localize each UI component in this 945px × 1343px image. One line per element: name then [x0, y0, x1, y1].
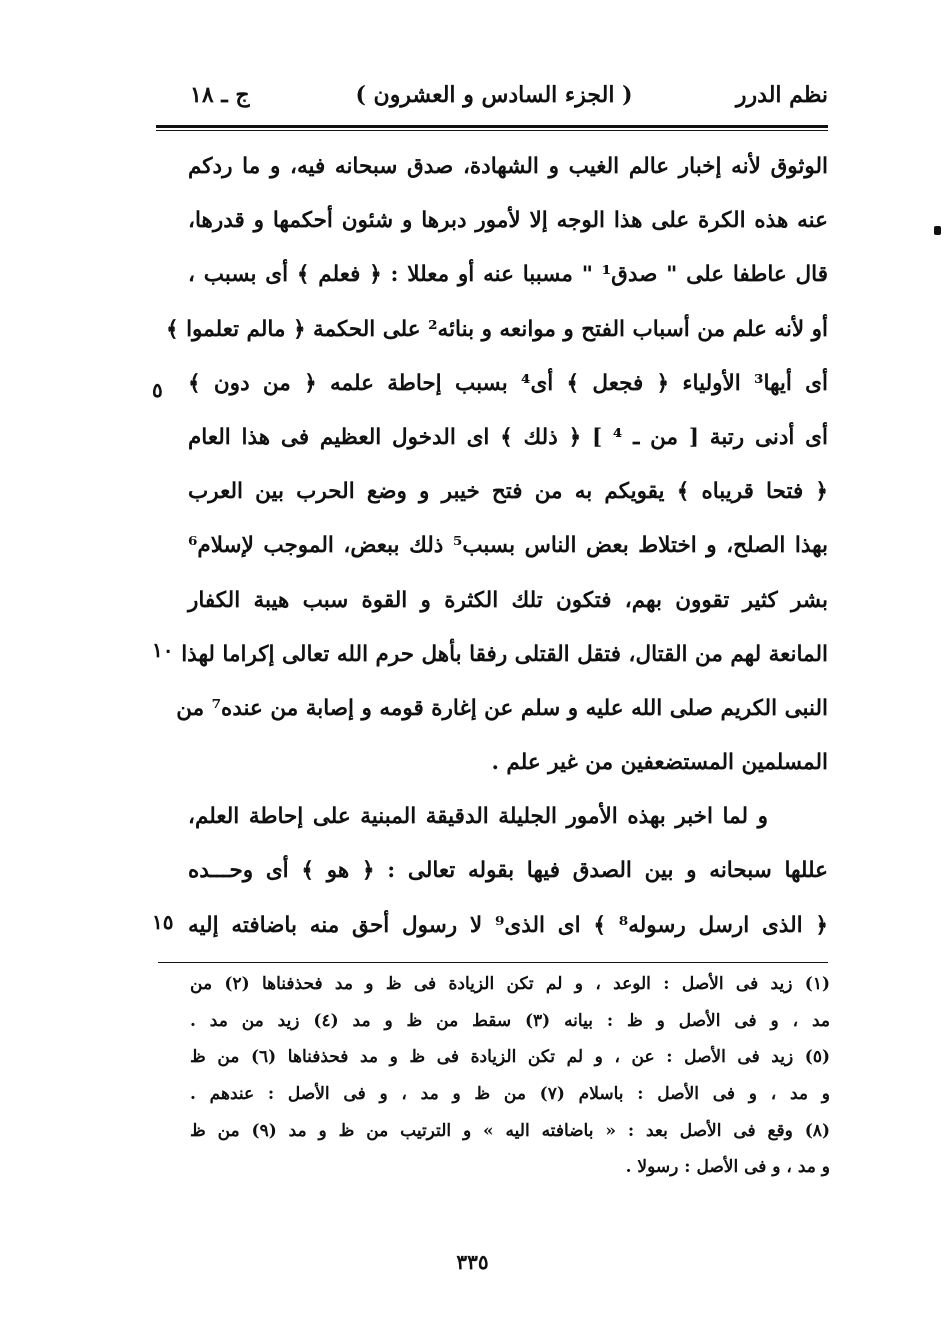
text-line: النبى الكريم صلى الله عليه و سلم عن إغارة قومه و إصابة من عنده⁷ من	[176, 695, 828, 721]
line-number-10: ١٠	[152, 638, 174, 662]
footnote-line: (١) زيد فى الأصل : الوعد ، و لم تكن الزيادة فى ظ و مد فحذفناها (٢) من	[190, 974, 830, 994]
text-line: عنه هذه الكرة على هذا الوجه إلا لأمور دبرها و شئون أحكمها و قدرها،	[188, 208, 828, 234]
text-line: و لما اخبر بهذه الأمور الجليلة الدقيقة المبنية على إحاطة العلم،	[188, 804, 768, 830]
footnote-line: (٥) زيد فى الأصل : عن ، و لم تكن الزيادة فى ظ و مد فحذفناها (٦) من ظ	[190, 1047, 831, 1068]
text-line: ﴿ الذى ارسل رسوله⁸ ﴾ اى الذى⁹ لا رسول أحق منه باضافته إليه	[188, 912, 828, 938]
footnote-line: و مد ، و فى الأصل : باسلام (٧) من ظ و مد ، و فى الأصل : عندهم .	[190, 1084, 831, 1105]
line-number-5: ٥	[152, 378, 163, 402]
book-title: نظم الدرر	[735, 82, 828, 108]
header-rule	[156, 125, 828, 128]
text-line: أى أيها³ الأولياء ﴿ فجعل ﴾ أى⁴ بسبب إحاطة علمه ﴿ من دون ﴾	[188, 370, 828, 396]
text-line: المانعة لهم من القتال، فتقل القتلى رفقا بأهل حرم الله تعالى إكراما لهذا	[181, 641, 828, 667]
text-line: بشر كثير تقوون بهم، فتكون تلك الكثرة و القوة سبب هيبة الكفار	[188, 587, 828, 613]
footnote-line: و مد ، و فى الأصل : رسولا .	[625, 1157, 830, 1178]
footnote-line: (٨) وقع فى الأصل بعد : « باضافته اليه » و الترتيب من ظ و مد (٩) من ظ	[190, 1120, 830, 1141]
volume-number: ج ـ ١٨	[190, 82, 250, 108]
text-line: بهذا الصلح، و اختلاط بعض الناس بسبب⁵ ذلك ببعض، الموجب لإسلام⁶	[188, 533, 829, 559]
text-line: الوثوق لأنه إخبار عالم الغيب و الشهادة، صدق سبحانه فيه، و ما ردكم	[188, 154, 828, 179]
line-number-15: ١٥	[152, 910, 174, 934]
text-line: أى أدنى رتبة [ من ـ ⁴ ] ﴿ ذلك ﴾ اى الدخول العظيم فى هذا العام	[188, 424, 828, 450]
page-number: ٣٣٥	[456, 1250, 489, 1274]
text-line: قال عاطفا على " صدق¹ " مسببا عنه أو معللا : ﴿ فعلم ﴾ أى بسبب ،	[188, 262, 828, 288]
text-line: ﴿ فتحا قريباه ﴾ يقويكم به من فتح خيبر و وضع الحرب بين العرب	[188, 479, 828, 505]
header-rule-thin	[156, 130, 828, 131]
text-line: أو لأنه علم من أسباب الفتح و موانعه و بنائه² على الحكمة ﴿ مالم تعلموا ﴾	[166, 316, 828, 342]
text-line: عللها سبحانه و بين الصدق فيها بقوله تعالى : ﴿ هو ﴾ أى وحـــده	[188, 858, 828, 884]
part-title: ( الجزء السادس و العشرون )	[355, 82, 633, 108]
footnote-separator	[158, 962, 828, 963]
footnotes	[190, 966, 830, 1186]
footnote-line: مد ، و فى الأصل و ظ : بيانه (٣) سقط من ظ و مد (٤) زيد من مد .	[190, 1010, 831, 1031]
running-header	[160, 78, 828, 118]
margin-mark	[934, 226, 941, 235]
main-text	[166, 140, 829, 953]
text-line: المسلمين المستضعفين من غير علم .	[491, 750, 828, 776]
